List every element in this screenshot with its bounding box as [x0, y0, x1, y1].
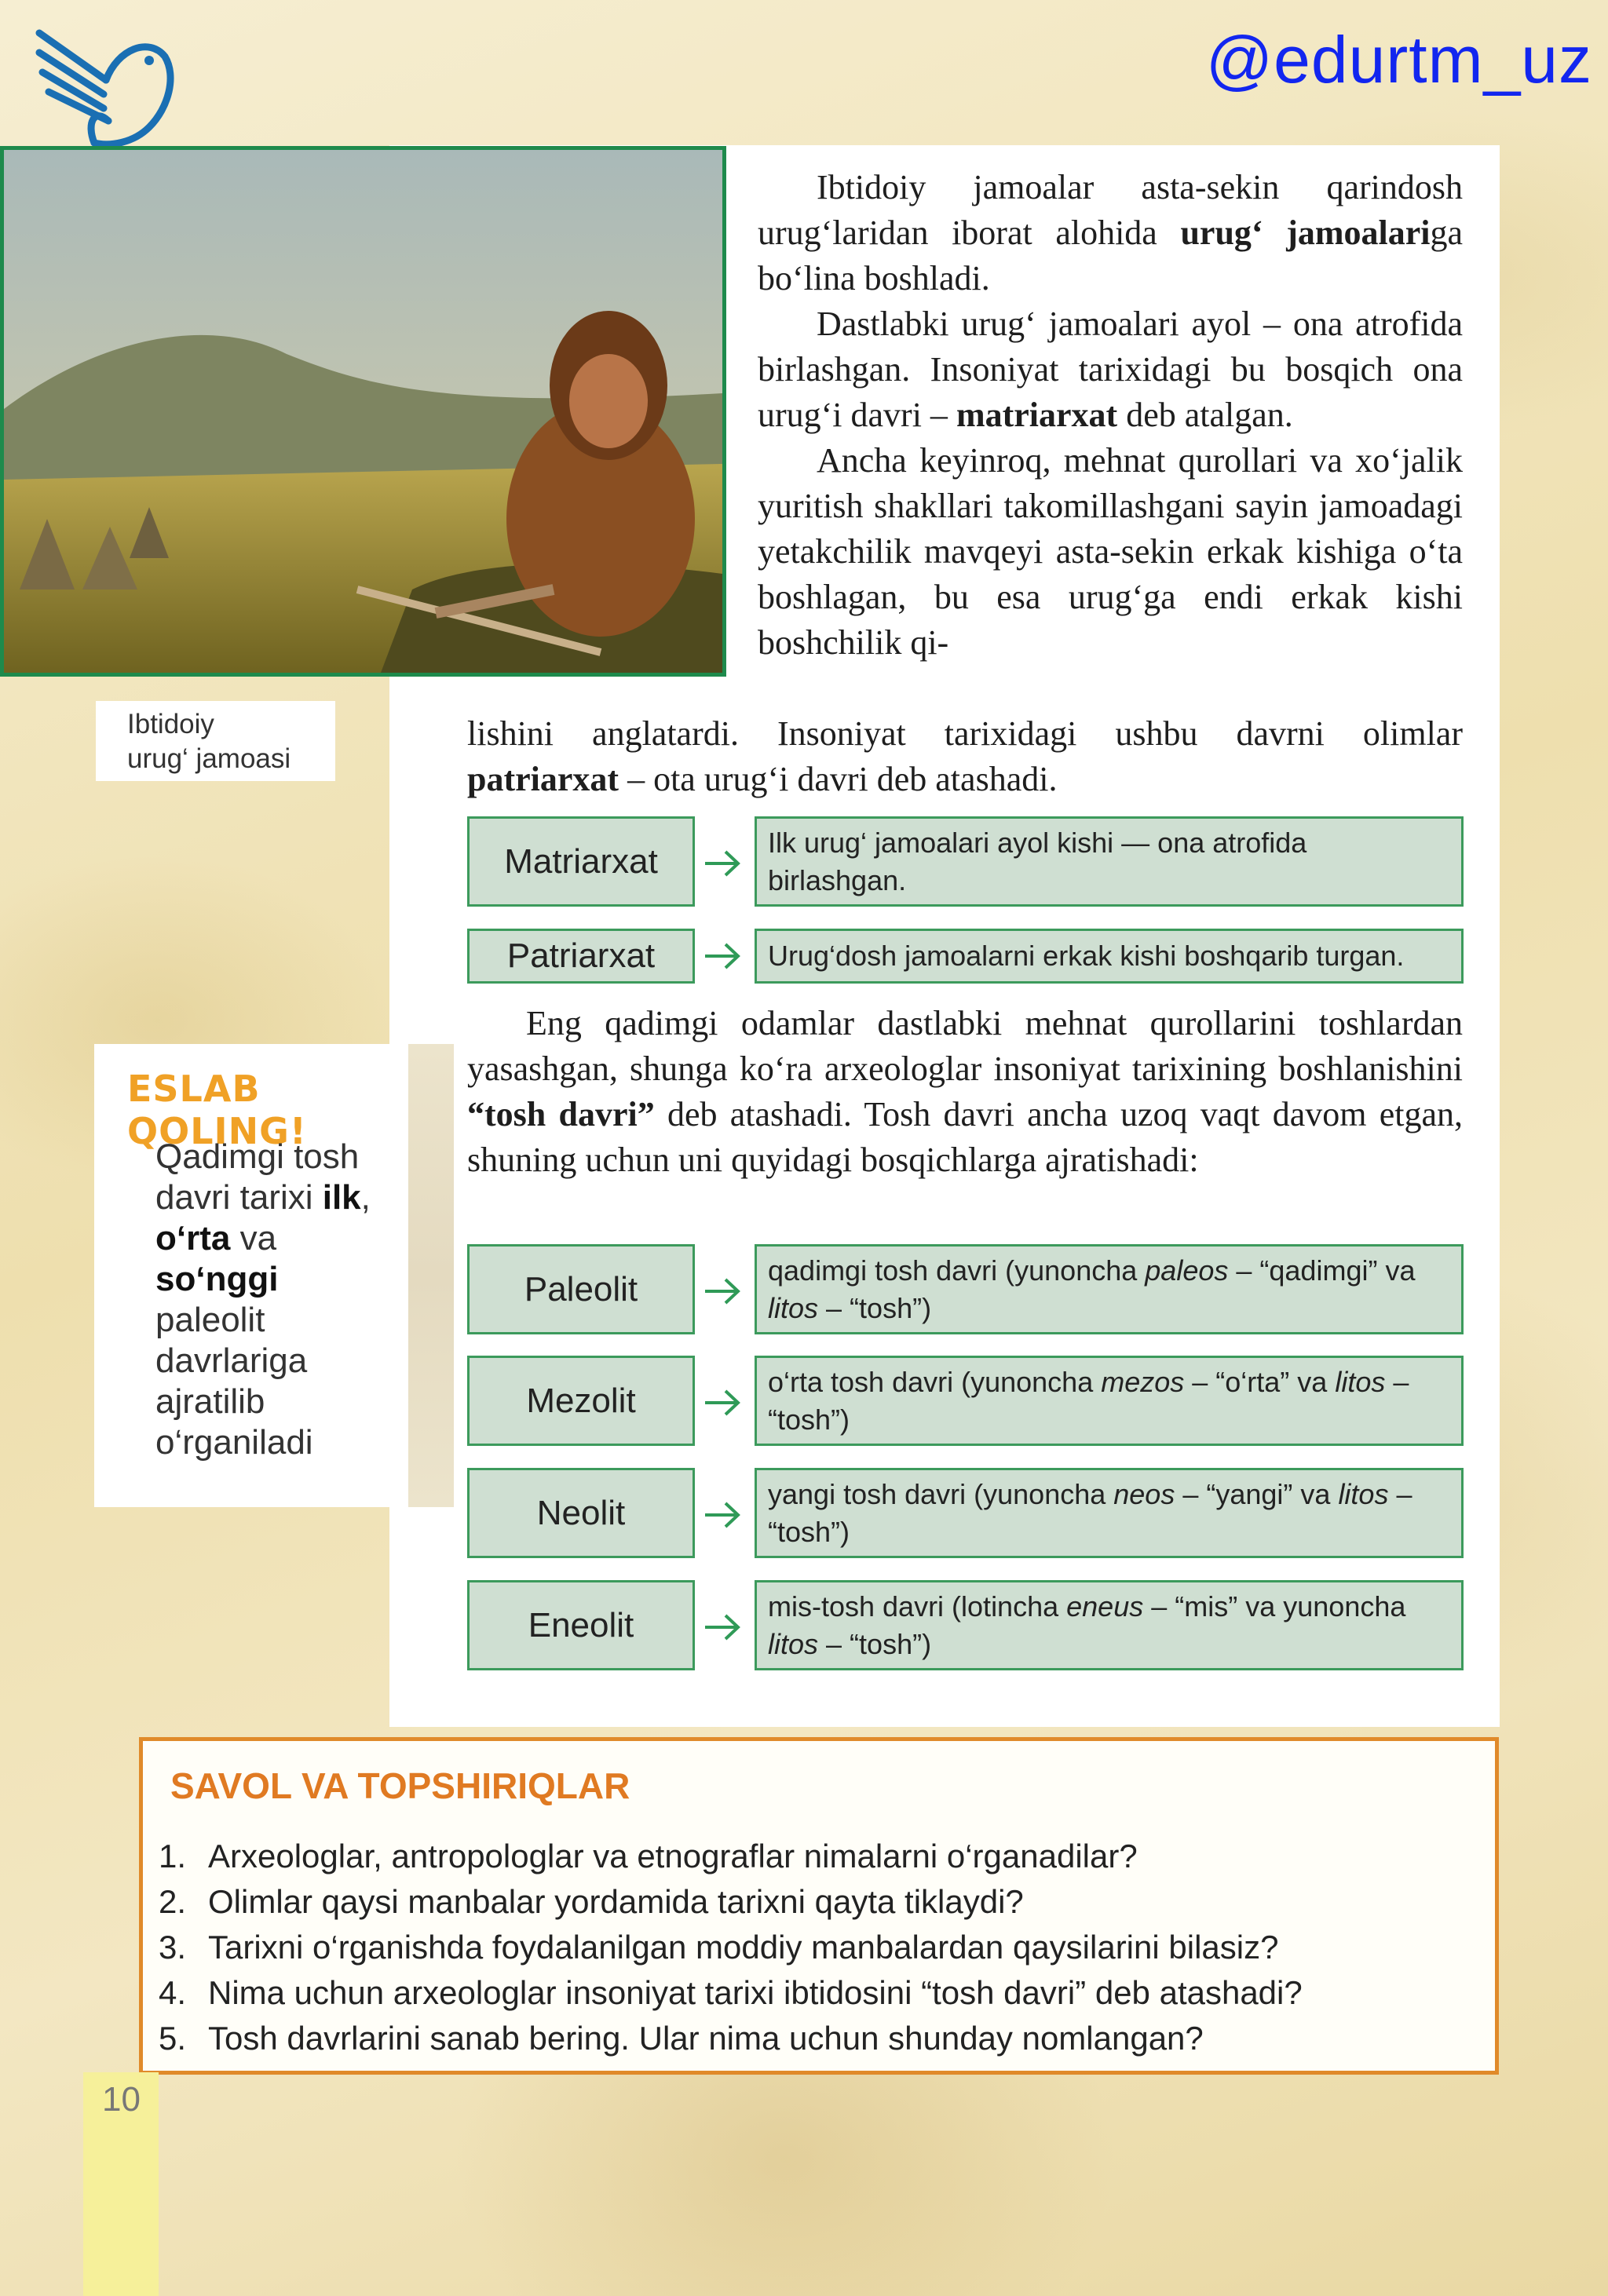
p2-bold: matriarxat — [956, 396, 1118, 434]
question-text: Tarixni o‘rganishda foydalanilgan moddiy manbalardan qaysilarini bilasiz? — [208, 1929, 1279, 1966]
neolit-def-a: yangi tosh davri (yunoncha — [768, 1477, 1114, 1510]
neolit-def-italic-b: litos — [1338, 1477, 1389, 1510]
question-item — [159, 1970, 1303, 2016]
p2-text-end: deb atalgan. — [1117, 396, 1293, 434]
term-matriarxat: Matriarxat — [467, 816, 695, 907]
p3-end: – ota urug‘i davri deb atashadi. — [619, 760, 1058, 798]
p4-text: Eng qadimgi odamlar dastlabki mehnat qurollarini toshlardan yasashgan, shunga ko‘ra arxeologlar insoniyat tarixining boshlanishini — [467, 1004, 1463, 1088]
p4-text-end: deb atashadi. Tosh davri ancha uzoq vaqt davom etgan, shuning uchun uni quyidagi bosqichlarga ajratishadi: — [467, 1095, 1463, 1179]
mezolit-def-c: – “tosh”) — [768, 1365, 1409, 1436]
remember-text-a: Qadimgi tosh davri tarixi — [155, 1137, 360, 1217]
caption-line-2: urug‘ jamoasi — [127, 743, 291, 774]
questions-list — [159, 1834, 1303, 2061]
arrow-right-icon — [704, 1612, 743, 1643]
paleolit-def-italic-b: litos — [768, 1291, 819, 1324]
p4-bold: “tosh davri” — [467, 1095, 655, 1133]
neolit-def-b: – “yangi” va — [1175, 1477, 1339, 1510]
eneolit-def-b: – “mis” va yunoncha — [1143, 1590, 1406, 1623]
definition-mezolit — [755, 1356, 1464, 1446]
arrow-right-icon — [704, 1387, 743, 1418]
remember-text-b: , — [360, 1178, 371, 1217]
channel-handle: @edurtm_uz — [1205, 23, 1592, 97]
caption-line-1: Ibtidoiy — [127, 709, 214, 739]
bird-logo-icon — [31, 17, 181, 159]
primitive-clan-illustration — [0, 146, 726, 677]
paragraph-stone-age — [467, 1001, 1463, 1183]
mezolit-def-a: o‘rta tosh davri (yunoncha — [768, 1365, 1102, 1398]
page-number: 10 — [102, 2080, 141, 2119]
neolit-def-c: – “tosh”) — [768, 1477, 1412, 1548]
question-number: 3. — [159, 1929, 187, 1966]
p1-text-end: ga bo‘lina boshladi. — [758, 214, 1464, 297]
eneolit-def-a: mis-tosh davri (lotincha — [768, 1590, 1067, 1623]
remember-text-d: paleolit davrlariga ajratilib o‘rganiladi — [155, 1301, 313, 1462]
question-text: Tosh davrlarini sanab bering. Ular nima uchun shunday nomlangan? — [208, 2020, 1204, 2057]
photo-caption — [96, 701, 335, 781]
remember-bold-a: ilk — [322, 1178, 361, 1217]
p1-bold: urug‘ jamoalari — [1180, 214, 1431, 252]
arrow-right-icon — [704, 848, 743, 879]
neolit-def-italic-a: neos — [1113, 1477, 1175, 1510]
term-paleolit: Paleolit — [467, 1244, 695, 1334]
question-item — [159, 2016, 1303, 2061]
arrow-right-icon — [704, 1276, 743, 1307]
question-number: 5. — [159, 2020, 187, 2057]
definition-paleolit — [755, 1244, 1464, 1334]
mezolit-def-b: – “o‘rta” va — [1184, 1365, 1336, 1398]
remember-bold-b: o‘rta — [155, 1219, 231, 1258]
term-mezolit: Mezolit — [467, 1356, 695, 1446]
term-eneolit: Eneolit — [467, 1580, 695, 1670]
arrow-right-icon — [704, 1499, 743, 1531]
primitive-man-scene-image — [4, 150, 722, 673]
question-number: 1. — [159, 1838, 187, 1874]
question-text: Nima uchun arxeologlar insoniyat tarixi ibtidosini “tosh davri” deb atashadi? — [208, 1974, 1303, 2011]
questions-box — [139, 1737, 1499, 2075]
term-neolit: Neolit — [467, 1468, 695, 1558]
mezolit-def-italic-b: litos — [1335, 1365, 1386, 1398]
definition-neolit — [755, 1468, 1464, 1558]
question-text: Arxeologlar, antropologlar va etnograflar nimalarni o‘rganadilar? — [208, 1838, 1138, 1874]
paleolit-def-a: qadimgi tosh davri (yunoncha — [768, 1254, 1146, 1287]
question-number: 2. — [159, 1883, 187, 1920]
questions-title: SAVOL VA TOPSHIRIQLAR — [170, 1765, 630, 1806]
paragraph-patriarchy — [467, 711, 1463, 802]
mezolit-def-italic-a: mezos — [1101, 1365, 1185, 1398]
definition-matriarxat: Ilk urug‘ jamoalari ayol kishi — ona atrofida birlashgan. — [755, 816, 1464, 907]
eneolit-def-c: – “tosh”) — [818, 1627, 932, 1660]
arrow-right-icon — [704, 940, 743, 972]
remember-text-c: va — [230, 1219, 277, 1258]
p3-text: Ancha keyinroq, mehnat qurollari va xo‘jalik yuritish shakllari takomillashgani sayin jamoadagi yetakchilik mavqeyi asta-sekin erkak kishiga o‘ta boshlagan, bu esa urug‘ga endi erkak kishi boshchilik qi- — [758, 441, 1463, 662]
paleolit-def-c: – “tosh”) — [818, 1291, 932, 1324]
remember-title: ESLAB QOLING! — [127, 1068, 307, 1152]
question-item — [159, 1879, 1303, 1925]
paleolit-def-italic-a: paleos — [1145, 1254, 1229, 1287]
remember-bold-c: so‘nggi — [155, 1260, 279, 1298]
question-item — [159, 1834, 1303, 1879]
p2-text: Dastlabki urug‘ jamoalari ayol – ona atrofida birlashgan. Insoniyat tarixidagi bu bosqich ona urug‘i davri – — [758, 305, 1463, 434]
p3-bold: patriarxat — [467, 760, 619, 798]
question-item — [159, 1925, 1303, 1970]
term-patriarxat: Patriarxat — [467, 929, 695, 984]
definition-eneolit — [755, 1580, 1464, 1670]
question-number: 4. — [159, 1974, 187, 2011]
eneolit-def-italic-b: litos — [768, 1627, 819, 1660]
question-text: Olimlar qaysi manbalar yordamida tarixni qayta tiklaydi? — [208, 1883, 1024, 1920]
paragraph-clans — [758, 165, 1463, 666]
p3-continuation: lishini anglatardi. Insoniyat tarixidagi ushbu davrni olimlar — [467, 714, 1463, 753]
eneolit-def-italic-a: eneus — [1066, 1590, 1144, 1623]
remember-text — [155, 1137, 391, 1463]
definition-patriarxat: Urug‘dosh jamoalarni erkak kishi boshqarib turgan. — [755, 929, 1464, 984]
paleolit-def-b: – “qadimgi” va — [1228, 1254, 1416, 1287]
eslab-side-strip — [408, 1044, 454, 1507]
p1-text: Ibtidoiy jamoalar asta-sekin qarindosh urug‘laridan iborat alohida — [758, 168, 1463, 252]
remember-box — [94, 1044, 393, 1507]
